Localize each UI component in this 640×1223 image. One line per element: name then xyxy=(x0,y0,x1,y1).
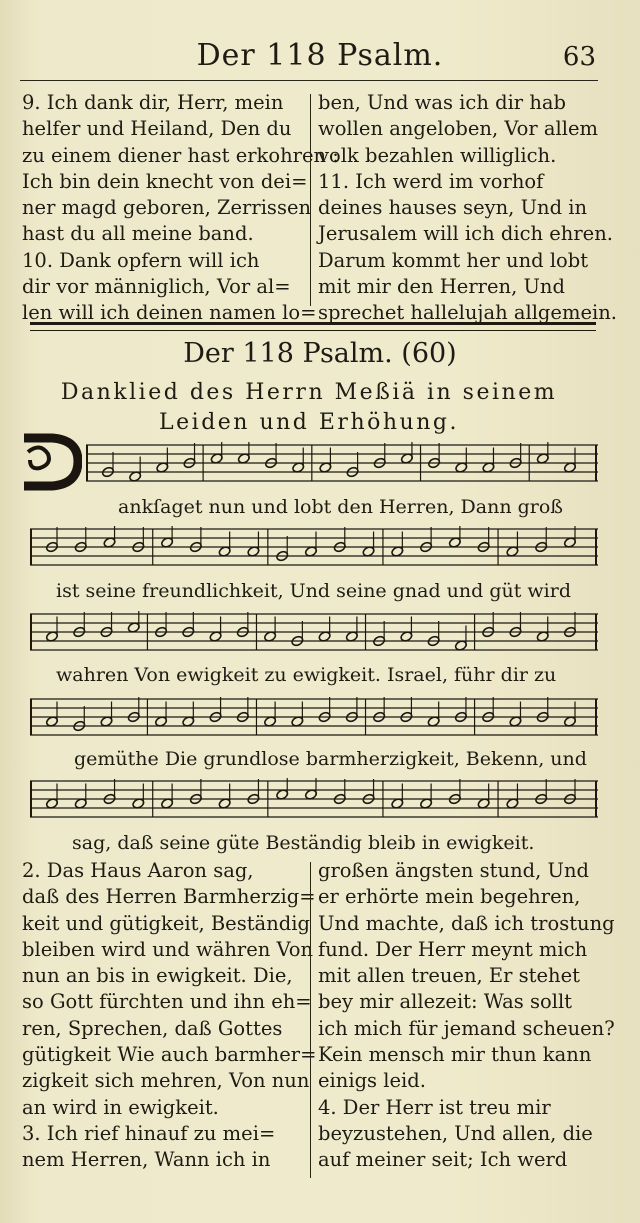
music-staff-2 xyxy=(30,526,598,568)
text-line: so Gott fürchten und ihn eh= xyxy=(22,990,312,1014)
column-divider xyxy=(310,94,311,306)
top-right-column xyxy=(318,90,617,327)
text-line: bey mir allezeit: Was sollt xyxy=(318,990,573,1014)
text-line: Ich bin dein knecht von dei= xyxy=(22,169,308,193)
text-line: 3. Ich rief hinauf zu mei= xyxy=(22,1121,276,1145)
running-head xyxy=(0,38,640,78)
text-line: zigkeit sich mehren, Von nun xyxy=(22,1069,310,1093)
text-line: mit allen treuen, Er stehet xyxy=(318,964,580,988)
text-line: zu einem diener hast erkohren : xyxy=(22,143,339,167)
page-number: 63 xyxy=(562,42,596,72)
text-line: 9. Ich dank dir, Herr, mein xyxy=(22,91,284,114)
text-line: 11. Ich werd im vorhof xyxy=(318,169,544,193)
column-divider xyxy=(310,862,311,1178)
text-line: deines hauses seyn, Und in xyxy=(318,196,588,220)
text-line: Kein mensch mir thun kann xyxy=(318,1043,592,1067)
running-title: Der 118 Psalm. xyxy=(196,38,444,73)
ornamental-initial-d xyxy=(18,430,82,492)
text-line: len will ich deinen namen lo= xyxy=(22,301,317,325)
text-line: auf meiner seit; Ich werd xyxy=(318,1148,568,1172)
section-rule xyxy=(30,322,596,325)
text-line: ren, Sprechen, daß Gottes xyxy=(22,1016,283,1040)
text-line: gütigkeit Wie auch barmher= xyxy=(22,1043,317,1067)
text-line: Jerusalem will ich dich ehren. xyxy=(318,222,613,246)
text-line: ich mich für jemand scheuen? xyxy=(318,1016,615,1040)
text-line: hast du all meine band. xyxy=(22,222,254,246)
top-left-column xyxy=(22,90,339,327)
text-line: daß des Herren Barmherzig= xyxy=(22,885,316,909)
text-line: beyzustehen, Und allen, die xyxy=(318,1121,593,1145)
lyric-line: gemüthe Die grundlose barmherzigkeit, Bekenn, und xyxy=(74,748,587,770)
text-line: wollen angeloben, Vor allem xyxy=(318,117,599,141)
music-staff-1 xyxy=(86,442,598,484)
text-line: nun an bis in ewigkeit. Die, xyxy=(22,964,293,988)
bottom-left-column xyxy=(22,858,317,1174)
header-rule xyxy=(20,80,598,81)
lyric-line: ankſaget nun und lobt den Herren, Dann groß xyxy=(118,496,563,518)
text-line: keit und gütigkeit, Beständig xyxy=(22,911,310,935)
text-line: an wird in ewigkeit. xyxy=(22,1095,219,1119)
music-staff-5 xyxy=(30,778,598,820)
text-line: helfer und Heiland, Den du xyxy=(22,117,292,141)
text-line: mit mir den Herren, Und xyxy=(318,275,565,299)
psalm-subtitle: Danklied des Herrn Meßiä in seinem Leiden und Erhöhung. xyxy=(60,380,558,435)
bottom-right-column xyxy=(318,858,615,1174)
text-line: einigs leid. xyxy=(318,1069,426,1093)
music-staff-4 xyxy=(30,696,598,738)
lyric-line: ist seine freundlichkeit, Und seine gnad und güt wird xyxy=(56,580,571,602)
text-line: Und machte, daß ich trostung xyxy=(318,911,615,935)
text-line: er erhörte mein begehren, xyxy=(318,885,581,909)
text-line: sprechet hallelujah allgemein. xyxy=(318,301,617,325)
psalm-title: Der 118 Psalm. (60) xyxy=(183,338,457,369)
music-staff-3 xyxy=(30,611,598,653)
text-line: 10. Dank opfern will ich xyxy=(22,248,260,272)
text-line: großen ängsten stund, Und xyxy=(318,859,589,882)
lyric-line: sag, daß seine güte Beständig bleib in ewigkeit. xyxy=(72,832,535,854)
text-line: Darum kommt her und lobt xyxy=(318,248,589,272)
section-rule-thin xyxy=(30,330,596,331)
lyric-line: wahren Von ewigkeit zu ewigkeit. Israel, führ dir zu xyxy=(56,664,557,686)
text-line: ner magd geboren, Zerrissen xyxy=(22,196,312,220)
text-line: ben, Und was ich dir hab xyxy=(318,91,566,114)
text-line: volk bezahlen williglich. xyxy=(318,143,557,167)
text-line: fund. Der Herr meynt mich xyxy=(318,937,588,961)
text-line: bleiben wird und währen Von xyxy=(22,937,314,961)
text-line: dir vor männiglich, Vor al= xyxy=(22,275,291,299)
text-line: nem Herren, Wann ich in xyxy=(22,1148,271,1172)
text-line: 4. Der Herr ist treu mir xyxy=(318,1095,551,1119)
text-line: 2. Das Haus Aaron sag, xyxy=(22,859,254,882)
